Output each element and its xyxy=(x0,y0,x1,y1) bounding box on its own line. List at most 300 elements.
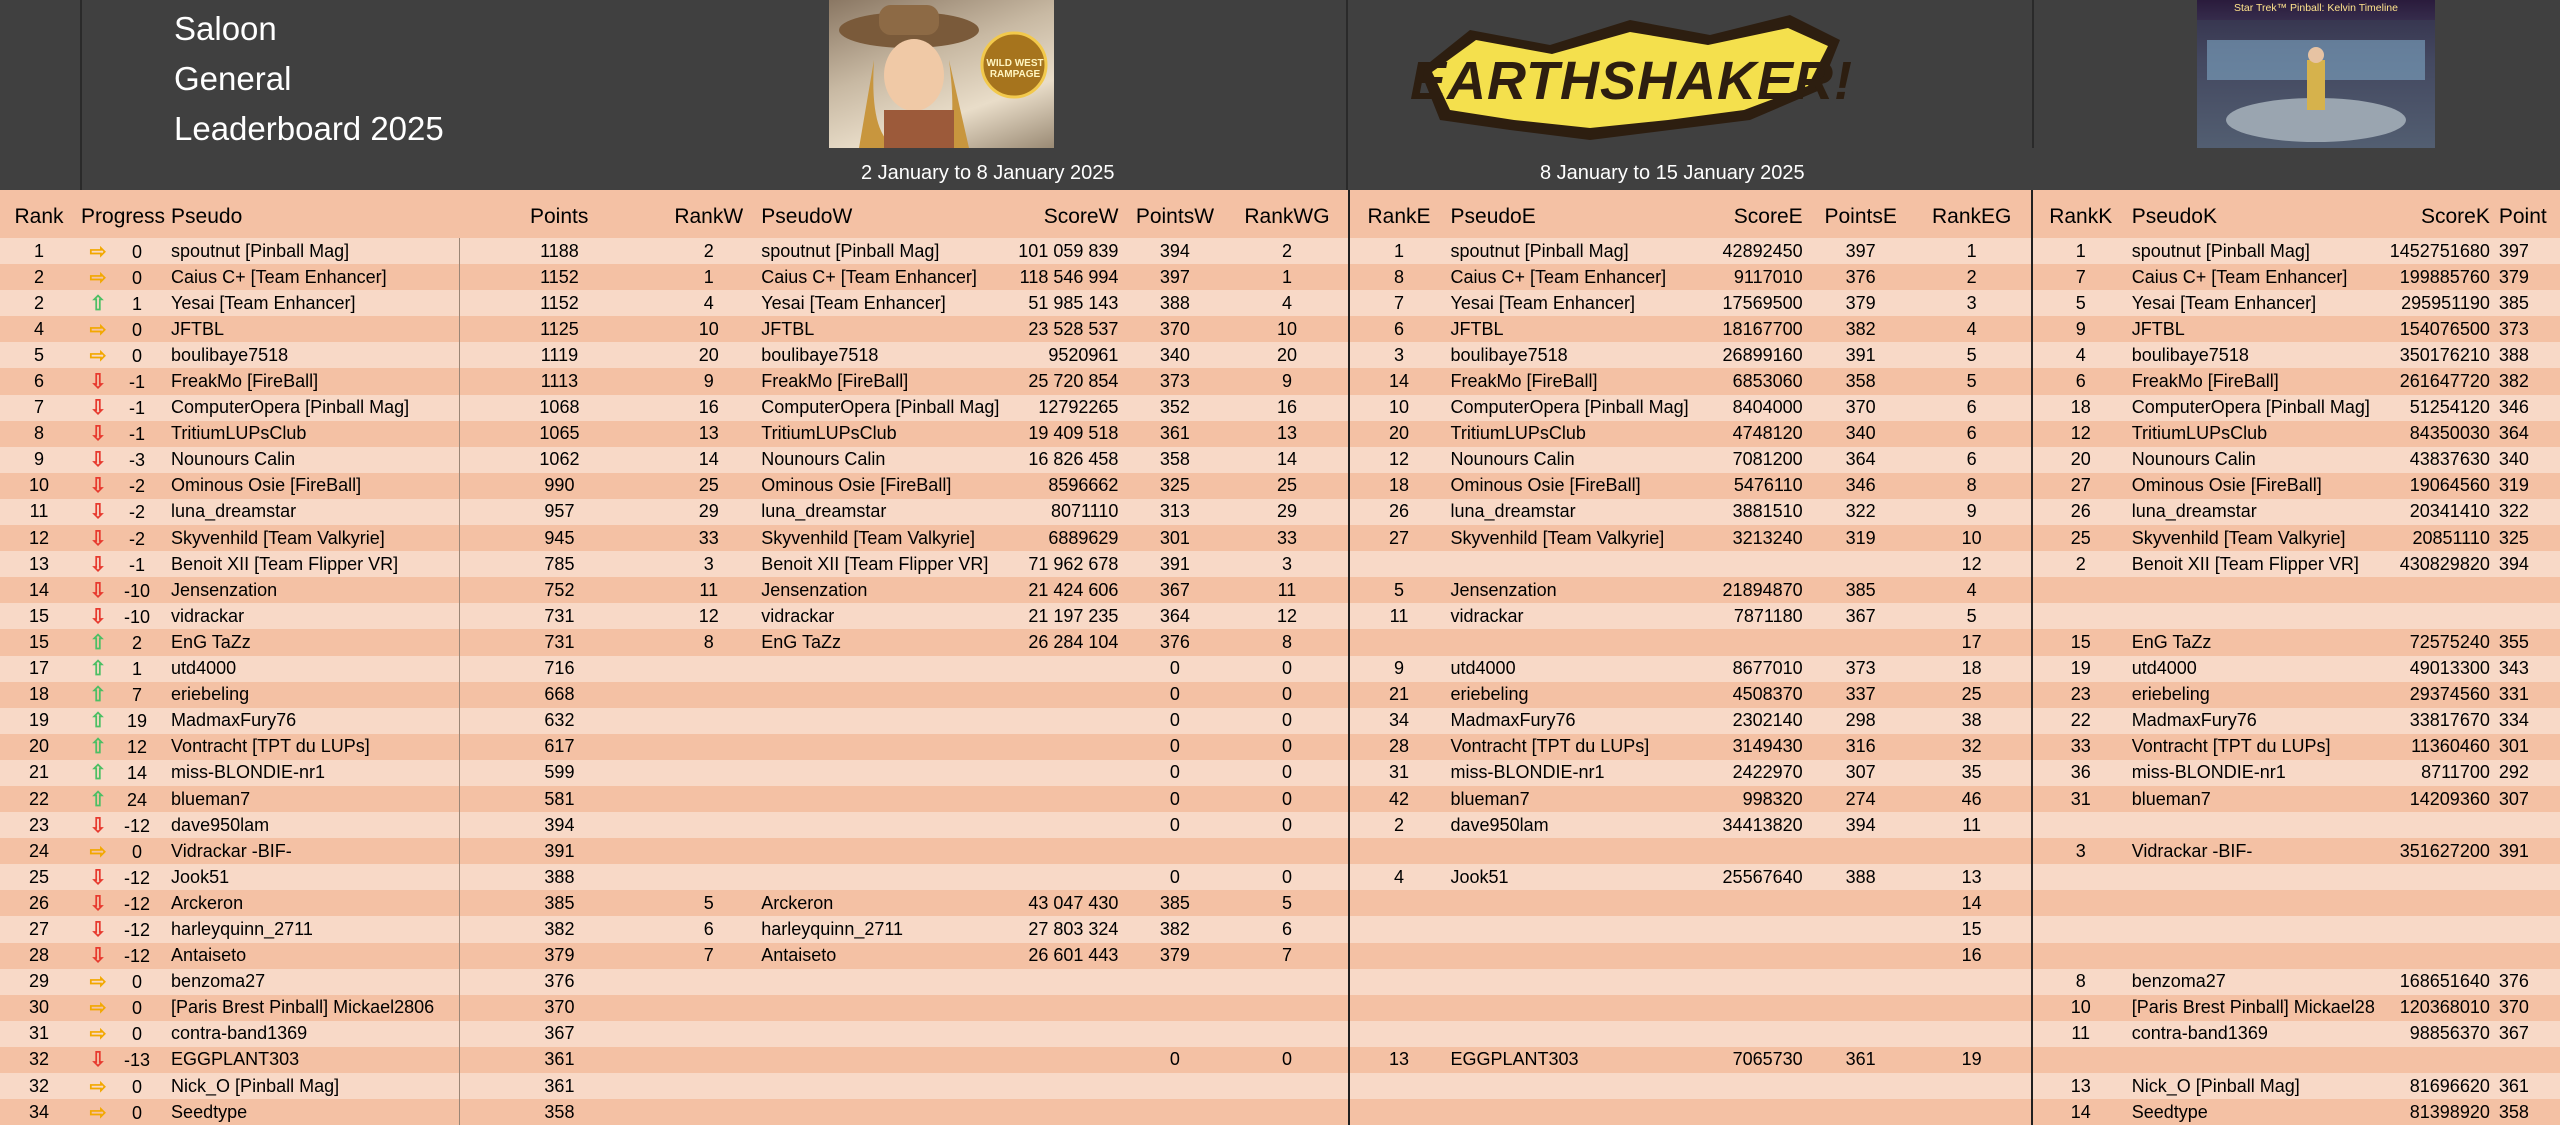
cell-pointsw: 0 xyxy=(1124,864,1225,890)
cell-rank: 23 xyxy=(0,812,78,838)
table-row xyxy=(0,1073,2560,1099)
cell-rankwg: 25 xyxy=(1225,473,1349,499)
cell-pseudoe: miss-BLONDIE-nr1 xyxy=(1448,760,1696,786)
cell-rankk: 26 xyxy=(2032,499,2129,525)
progress-value: 0 xyxy=(132,319,143,340)
cell-pointsw: 0 xyxy=(1124,682,1225,708)
arrow-down-icon: ⇩ xyxy=(89,814,107,837)
col-rank: Rank xyxy=(0,190,78,238)
cell-pointse: 319 xyxy=(1809,525,1913,551)
cell-pointsw: 0 xyxy=(1124,786,1225,812)
cell-pseudok: Vidrackar -BIF- xyxy=(2129,838,2381,864)
cell-ranke xyxy=(1349,838,1447,864)
cell-scorew: 21 424 606 xyxy=(1004,577,1124,603)
cell-rankwg: 5 xyxy=(1225,890,1349,916)
cell-rank: 18 xyxy=(0,682,78,708)
table-row xyxy=(0,447,2560,473)
cell-pseudok: Vontracht [TPT du LUPs] xyxy=(2129,734,2381,760)
cell-pseudok: Skyvenhild [Team Valkyrie] xyxy=(2129,525,2381,551)
cell-points: 388 xyxy=(459,864,659,890)
cell-pseudow xyxy=(758,734,1004,760)
cell-rankk xyxy=(2032,916,2129,942)
cell-ranke xyxy=(1349,969,1447,995)
cell-rank: 31 xyxy=(0,1021,78,1047)
cell-pointsk: 397 xyxy=(2496,238,2560,264)
col-scorew: ScoreW xyxy=(1004,190,1124,238)
cell-ranke: 7 xyxy=(1349,290,1447,316)
table-row xyxy=(0,864,2560,890)
cell-pseudo: TritiumLUPsClub xyxy=(168,421,459,447)
cell-rankwg: 0 xyxy=(1225,760,1349,786)
cell-rank: 6 xyxy=(0,368,78,394)
cell-rankk: 2 xyxy=(2032,551,2129,577)
cell-pseudo: Seedtype xyxy=(168,1099,459,1125)
cell-rank: 13 xyxy=(0,551,78,577)
cell-scorew: 21 197 235 xyxy=(1004,603,1124,629)
cell-pointsw: 379 xyxy=(1124,943,1225,969)
table-row xyxy=(0,656,2560,682)
cell-rankeg: 1 xyxy=(1913,238,2032,264)
cell-points: 1062 xyxy=(459,447,659,473)
cell-progress xyxy=(78,577,168,603)
arrow-right-icon: ⇨ xyxy=(89,344,107,367)
col-pseudow: PseudoW xyxy=(758,190,1004,238)
cell-rankw: 12 xyxy=(659,603,758,629)
table-row xyxy=(0,290,2560,316)
col-rankeg: RankEG xyxy=(1913,190,2032,238)
cell-scorew: 26 284 104 xyxy=(1004,629,1124,655)
cell-rankwg: 10 xyxy=(1225,316,1349,342)
table-row xyxy=(0,316,2560,342)
cell-points: 945 xyxy=(459,525,659,551)
cell-pseudok: contra-band1369 xyxy=(2129,1021,2381,1047)
cell-scorew: 26 601 443 xyxy=(1004,943,1124,969)
cell-pointsw: 0 xyxy=(1124,760,1225,786)
cell-pseudo: Vidrackar -BIF- xyxy=(168,838,459,864)
cell-rankeg xyxy=(1913,969,2032,995)
cell-pseudok xyxy=(2129,943,2381,969)
cell-pointse: 397 xyxy=(1809,238,1913,264)
cell-scorew xyxy=(1004,786,1124,812)
cell-pointsw: 325 xyxy=(1124,473,1225,499)
table-row xyxy=(0,995,2560,1021)
arrow-up-icon: ⇧ xyxy=(89,788,107,811)
cell-scorek: 1452751680 xyxy=(2381,238,2496,264)
cell-rankk: 1 xyxy=(2032,238,2129,264)
cell-points: 391 xyxy=(459,838,659,864)
table-row xyxy=(0,682,2560,708)
cell-scorek xyxy=(2381,603,2496,629)
cell-scorek: 8711700 xyxy=(2381,760,2496,786)
cell-pointsw: 385 xyxy=(1124,890,1225,916)
cell-rankeg: 11 xyxy=(1913,812,2032,838)
cell-scoree: 18167700 xyxy=(1696,316,1809,342)
cell-pseudok: Ominous Osie [FireBall] xyxy=(2129,473,2381,499)
cell-pseudoe xyxy=(1448,943,1696,969)
cell-scorew: 8071110 xyxy=(1004,499,1124,525)
cell-rank: 15 xyxy=(0,629,78,655)
progress-value: -2 xyxy=(129,502,146,523)
table-row xyxy=(0,890,2560,916)
cell-points: 1188 xyxy=(459,238,659,264)
cell-progress xyxy=(78,708,168,734)
cell-rankk: 23 xyxy=(2032,682,2129,708)
cell-rankeg: 17 xyxy=(1913,629,2032,655)
cell-scorew xyxy=(1004,969,1124,995)
cell-ranke: 4 xyxy=(1349,864,1447,890)
cell-progress xyxy=(78,395,168,421)
cell-pointsk: 370 xyxy=(2496,995,2560,1021)
cell-rankeg: 6 xyxy=(1913,447,2032,473)
cell-scoree: 7081200 xyxy=(1696,447,1809,473)
cell-pointse: 322 xyxy=(1809,499,1913,525)
arrow-up-icon: ⇧ xyxy=(89,631,107,654)
cell-rankwg: 0 xyxy=(1225,682,1349,708)
cell-pseudo: Vontracht [TPT du LUPs] xyxy=(168,734,459,760)
cell-progress xyxy=(78,682,168,708)
cell-scorew: 19 409 518 xyxy=(1004,421,1124,447)
cell-pseudo: Yesai [Team Enhancer] xyxy=(168,290,459,316)
cell-ranke: 12 xyxy=(1349,447,1447,473)
cell-scorew xyxy=(1004,995,1124,1021)
cell-points: 1119 xyxy=(459,342,659,368)
table-row xyxy=(0,969,2560,995)
cell-pointsk: 307 xyxy=(2496,786,2560,812)
cell-pointsw: 373 xyxy=(1124,368,1225,394)
col-scorek: ScoreK xyxy=(2381,190,2496,238)
cell-rankwg: 3 xyxy=(1225,551,1349,577)
cell-pseudok: benzoma27 xyxy=(2129,969,2381,995)
cell-rankk: 36 xyxy=(2032,760,2129,786)
table-row xyxy=(0,342,2560,368)
cell-pointse: 388 xyxy=(1809,864,1913,890)
arrow-right-icon: ⇨ xyxy=(89,266,107,289)
cell-rankk: 4 xyxy=(2032,342,2129,368)
cell-scorek: 14209360 xyxy=(2381,786,2496,812)
cell-rankw xyxy=(659,995,758,1021)
cell-scorew: 12792265 xyxy=(1004,395,1124,421)
col-pseudok: PseudoK xyxy=(2129,190,2381,238)
cell-pseudow: EnG TaZz xyxy=(758,629,1004,655)
cell-pseudo: spoutnut [Pinball Mag] xyxy=(168,238,459,264)
cell-rankw: 3 xyxy=(659,551,758,577)
cell-rankwg xyxy=(1225,838,1349,864)
cell-pseudoe: Yesai [Team Enhancer] xyxy=(1448,290,1696,316)
cell-rankwg: 6 xyxy=(1225,916,1349,942)
cell-pseudoe: ComputerOpera [Pinball Mag] xyxy=(1448,395,1696,421)
arrow-up-icon: ⇧ xyxy=(89,736,107,759)
cell-scoree: 34413820 xyxy=(1696,812,1809,838)
cell-pointse xyxy=(1809,969,1913,995)
cell-pseudok: utd4000 xyxy=(2129,656,2381,682)
cell-pointse xyxy=(1809,916,1913,942)
cell-scorew: 16 826 458 xyxy=(1004,447,1124,473)
cell-rankw: 16 xyxy=(659,395,758,421)
cell-rankeg: 32 xyxy=(1913,734,2032,760)
cell-pointsk: 301 xyxy=(2496,734,2560,760)
star-trek-banner-image xyxy=(2197,0,2435,148)
cell-rankw xyxy=(659,1073,758,1099)
cell-pointse: 340 xyxy=(1809,421,1913,447)
cell-pseudo: FreakMo [FireBall] xyxy=(168,368,459,394)
cell-scoree xyxy=(1696,916,1809,942)
cell-rankk: 15 xyxy=(2032,629,2129,655)
cell-pointsw: 391 xyxy=(1124,551,1225,577)
cell-pseudoe: utd4000 xyxy=(1448,656,1696,682)
cell-rankw xyxy=(659,969,758,995)
cell-pseudow: FreakMo [FireBall] xyxy=(758,368,1004,394)
table-row xyxy=(0,551,2560,577)
cell-ranke: 21 xyxy=(1349,682,1447,708)
table-row xyxy=(0,943,2560,969)
cell-rankeg: 6 xyxy=(1913,421,2032,447)
cell-progress xyxy=(78,838,168,864)
cell-pseudo: utd4000 xyxy=(168,656,459,682)
cell-pseudok: Benoit XII [Team Flipper VR] xyxy=(2129,551,2381,577)
cell-pseudo: Ominous Osie [FireBall] xyxy=(168,473,459,499)
cell-scorew xyxy=(1004,656,1124,682)
table-row xyxy=(0,473,2560,499)
cell-pointse: 379 xyxy=(1809,290,1913,316)
cell-rankk: 27 xyxy=(2032,473,2129,499)
cell-pseudok xyxy=(2129,890,2381,916)
cell-rank: 5 xyxy=(0,342,78,368)
cell-pseudow xyxy=(758,864,1004,890)
cell-pointsk: 322 xyxy=(2496,499,2560,525)
cell-rank: 27 xyxy=(0,916,78,942)
cell-pseudoe xyxy=(1448,890,1696,916)
cell-pseudoe: TritiumLUPsClub xyxy=(1448,421,1696,447)
cell-pseudoe: Jensenzation xyxy=(1448,577,1696,603)
cell-rank: 15 xyxy=(0,603,78,629)
progress-value: -10 xyxy=(124,580,151,601)
table-row xyxy=(0,499,2560,525)
cell-scorek: 84350030 xyxy=(2381,421,2496,447)
cell-scorew xyxy=(1004,1099,1124,1125)
cell-progress xyxy=(78,916,168,942)
cell-rankw: 8 xyxy=(659,629,758,655)
cell-rankwg: 1 xyxy=(1225,264,1349,290)
cell-scorek: 350176210 xyxy=(2381,342,2496,368)
cell-scorew xyxy=(1004,734,1124,760)
cell-pseudoe: luna_dreamstar xyxy=(1448,499,1696,525)
cell-rank: 1 xyxy=(0,238,78,264)
cell-pseudow xyxy=(758,1099,1004,1125)
cell-pointse: 274 xyxy=(1809,786,1913,812)
cell-rankwg: 9 xyxy=(1225,368,1349,394)
cell-rankeg: 10 xyxy=(1913,525,2032,551)
cell-points: 361 xyxy=(459,1047,659,1073)
cell-pseudow xyxy=(758,969,1004,995)
cell-rankk: 9 xyxy=(2032,316,2129,342)
cell-rankeg: 5 xyxy=(1913,603,2032,629)
cell-rankw: 14 xyxy=(659,447,758,473)
cell-points: 1152 xyxy=(459,264,659,290)
cell-points: 668 xyxy=(459,682,659,708)
cell-pseudo: [Paris Brest Pinball] Mickael2806 xyxy=(168,995,459,1021)
cell-pseudok: spoutnut [Pinball Mag] xyxy=(2129,238,2381,264)
cell-pointsk: 388 xyxy=(2496,342,2560,368)
arrow-down-icon: ⇩ xyxy=(89,423,107,446)
cell-rankk: 14 xyxy=(2032,1099,2129,1125)
cell-scorek: 81696620 xyxy=(2381,1073,2496,1099)
cell-pseudow: Yesai [Team Enhancer] xyxy=(758,290,1004,316)
cell-rank: 19 xyxy=(0,708,78,734)
cell-pointse: 385 xyxy=(1809,577,1913,603)
cell-pseudo: blueman7 xyxy=(168,786,459,812)
cell-rankwg xyxy=(1225,995,1349,1021)
cell-pointsw: 340 xyxy=(1124,342,1225,368)
cell-ranke xyxy=(1349,995,1447,1021)
arrow-right-icon: ⇨ xyxy=(89,1023,107,1046)
table-row xyxy=(0,812,2560,838)
cell-ranke: 2 xyxy=(1349,812,1447,838)
cell-points: 785 xyxy=(459,551,659,577)
col-rankk: RankK xyxy=(2032,190,2129,238)
cell-rankeg: 6 xyxy=(1913,395,2032,421)
progress-value: 1 xyxy=(132,293,143,314)
cell-pseudoe xyxy=(1448,995,1696,1021)
cell-pseudo: dave950lam xyxy=(168,812,459,838)
cell-rankeg: 12 xyxy=(1913,551,2032,577)
cell-rankw xyxy=(659,1021,758,1047)
cell-rankk xyxy=(2032,577,2129,603)
arrow-right-icon: ⇨ xyxy=(89,840,107,863)
cell-pointse: 361 xyxy=(1809,1047,1913,1073)
cell-points: 731 xyxy=(459,629,659,655)
cell-pointse xyxy=(1809,995,1913,1021)
arrow-down-icon: ⇩ xyxy=(89,892,107,915)
progress-value: 0 xyxy=(132,345,143,366)
cell-scorek: 29374560 xyxy=(2381,682,2496,708)
cell-pseudoe: Skyvenhild [Team Valkyrie] xyxy=(1448,525,1696,551)
cell-pseudow: luna_dreamstar xyxy=(758,499,1004,525)
table-row xyxy=(0,421,2560,447)
cell-progress xyxy=(78,473,168,499)
cell-points: 632 xyxy=(459,708,659,734)
cell-ranke: 26 xyxy=(1349,499,1447,525)
cell-scoree: 7871180 xyxy=(1696,603,1809,629)
cell-scoree: 3213240 xyxy=(1696,525,1809,551)
arrow-down-icon: ⇩ xyxy=(89,527,107,550)
cell-progress xyxy=(78,290,168,316)
table-row xyxy=(0,916,2560,942)
cell-pseudok xyxy=(2129,577,2381,603)
divider xyxy=(2032,0,2034,148)
cell-points: 957 xyxy=(459,499,659,525)
progress-value: -12 xyxy=(124,893,151,914)
cell-pointsk xyxy=(2496,916,2560,942)
cell-pointsw: 0 xyxy=(1124,1047,1225,1073)
cell-progress xyxy=(78,1021,168,1047)
arrow-right-icon: ⇨ xyxy=(89,997,107,1020)
cell-pseudoe: FreakMo [FireBall] xyxy=(1448,368,1696,394)
arrow-down-icon: ⇩ xyxy=(89,397,107,420)
earthshaker-logo-text: EARTHSHAKER! xyxy=(1410,51,1854,111)
cell-rankwg: 20 xyxy=(1225,342,1349,368)
cell-pseudo: miss-BLONDIE-nr1 xyxy=(168,760,459,786)
cell-pseudok: Caius C+ [Team Enhancer] xyxy=(2129,264,2381,290)
cell-rankw: 29 xyxy=(659,499,758,525)
cell-rankw: 11 xyxy=(659,577,758,603)
page-title xyxy=(174,4,444,154)
cell-rankwg: 0 xyxy=(1225,864,1349,890)
cell-scorek xyxy=(2381,890,2496,916)
cell-pseudok xyxy=(2129,812,2381,838)
progress-value: 0 xyxy=(132,1102,143,1123)
cell-progress xyxy=(78,603,168,629)
leaderboard-table xyxy=(0,190,2560,1125)
cell-points: 1068 xyxy=(459,395,659,421)
cell-rank: 12 xyxy=(0,525,78,551)
cell-rankeg: 35 xyxy=(1913,760,2032,786)
progress-value: 0 xyxy=(132,241,143,262)
cell-rank: 28 xyxy=(0,943,78,969)
cell-rankwg: 33 xyxy=(1225,525,1349,551)
cell-rankw xyxy=(659,838,758,864)
cell-ranke xyxy=(1349,1073,1447,1099)
cell-pointsk: 319 xyxy=(2496,473,2560,499)
progress-value: -12 xyxy=(124,919,151,940)
cell-rankw xyxy=(659,760,758,786)
cell-scoree xyxy=(1696,551,1809,577)
cell-pseudow: Arckeron xyxy=(758,890,1004,916)
cell-ranke xyxy=(1349,943,1447,969)
cell-rankk: 10 xyxy=(2032,995,2129,1021)
cell-pointsk: 346 xyxy=(2496,395,2560,421)
cell-rankk: 19 xyxy=(2032,656,2129,682)
cell-progress xyxy=(78,1073,168,1099)
cell-scorew xyxy=(1004,812,1124,838)
cell-pseudok xyxy=(2129,916,2381,942)
cell-rank: 10 xyxy=(0,473,78,499)
cell-pointsk: 391 xyxy=(2496,838,2560,864)
arrow-up-icon: ⇧ xyxy=(89,658,107,681)
cell-pseudok: TritiumLUPsClub xyxy=(2129,421,2381,447)
cell-pseudow xyxy=(758,760,1004,786)
cell-pseudok: FreakMo [FireBall] xyxy=(2129,368,2381,394)
wild-west-logo-text: WILD WEST RAMPAGE xyxy=(986,58,1044,80)
arrow-up-icon: ⇧ xyxy=(89,684,107,707)
cell-rankeg: 18 xyxy=(1913,656,2032,682)
cell-scorek: 20341410 xyxy=(2381,499,2496,525)
cell-rankw: 5 xyxy=(659,890,758,916)
cell-pseudok: Nick_O [Pinball Mag] xyxy=(2129,1073,2381,1099)
col-rankwg: RankWG xyxy=(1225,190,1349,238)
table-row xyxy=(0,1099,2560,1125)
cell-pseudo: MadmaxFury76 xyxy=(168,708,459,734)
progress-value: -13 xyxy=(124,1050,151,1071)
cell-pseudow: Ominous Osie [FireBall] xyxy=(758,473,1004,499)
col-ranke: RankE xyxy=(1349,190,1447,238)
cell-rankeg: 16 xyxy=(1913,943,2032,969)
cell-rank: 34 xyxy=(0,1099,78,1125)
cell-rankeg: 9 xyxy=(1913,499,2032,525)
title-line-3: Leaderboard 2025 xyxy=(174,110,444,147)
cell-pseudow: Nounours Calin xyxy=(758,447,1004,473)
cell-progress xyxy=(78,316,168,342)
cell-rankeg: 5 xyxy=(1913,368,2032,394)
table-row xyxy=(0,629,2560,655)
cell-scorek: 351627200 xyxy=(2381,838,2496,864)
cell-rankw xyxy=(659,864,758,890)
cell-scorek: 154076500 xyxy=(2381,316,2496,342)
cell-pseudoe: spoutnut [Pinball Mag] xyxy=(1448,238,1696,264)
cell-pseudoe: Jook51 xyxy=(1448,864,1696,890)
cell-points: 617 xyxy=(459,734,659,760)
cell-pointsw xyxy=(1124,1021,1225,1047)
cell-pseudok: Nounours Calin xyxy=(2129,447,2381,473)
